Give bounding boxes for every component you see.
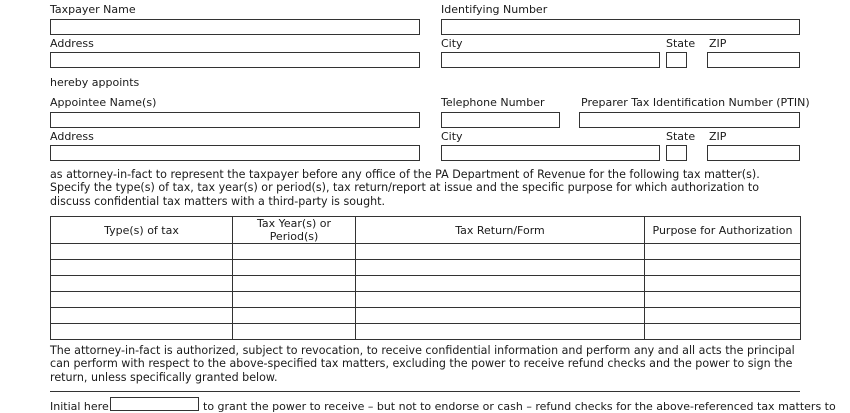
taxpayer-city-field[interactable] <box>441 52 660 68</box>
table-cell[interactable] <box>645 244 801 260</box>
appointee-state-label: State <box>666 130 696 143</box>
section-divider <box>50 391 800 392</box>
table-row <box>51 324 801 340</box>
identifying-number-label: Identifying Number <box>441 3 548 16</box>
table-cell[interactable] <box>356 292 645 308</box>
table-cell[interactable] <box>645 308 801 324</box>
table-cell[interactable] <box>51 244 233 260</box>
taxpayer-zip-label: ZIP <box>709 37 727 50</box>
table-cell[interactable] <box>356 276 645 292</box>
hereby-appoints-text: hereby appoints <box>50 76 140 89</box>
table-cell[interactable] <box>645 292 801 308</box>
table-cell[interactable] <box>233 260 356 276</box>
appointee-address-field[interactable] <box>50 145 420 161</box>
powers-paragraph: The attorney-in-fact is authorized, subject to revocation, to receive confidential information and perform any and all acts the principal can perform with respect to the above-specified tax matters, excluding the power to receive refund checks and the power to sign the return, unless specifically granted below. <box>50 344 795 384</box>
tax-matters-table <box>50 216 801 340</box>
telephone-number-label: Telephone Number <box>441 96 545 109</box>
identifying-number-field[interactable] <box>441 19 800 35</box>
table-cell[interactable] <box>51 324 233 340</box>
header-types-of-tax: Type(s) of tax <box>51 217 233 244</box>
appointee-city-field[interactable] <box>441 145 660 161</box>
appointee-names-label: Appointee Name(s) <box>50 96 157 109</box>
taxpayer-address-field[interactable] <box>50 52 420 68</box>
appointee-names-field[interactable] <box>50 112 420 128</box>
taxpayer-city-label: City <box>441 37 463 50</box>
taxpayer-state-label: State <box>666 37 696 50</box>
initial-here-label: Initial here <box>50 400 109 413</box>
table-cell[interactable] <box>233 292 356 308</box>
table-cell[interactable] <box>233 324 356 340</box>
appointee-address-label: Address <box>50 130 94 143</box>
telephone-number-field[interactable] <box>441 112 560 128</box>
appointee-zip-label: ZIP <box>709 130 727 143</box>
table-row <box>51 292 801 308</box>
table-row <box>51 244 801 260</box>
appointee-city-label: City <box>441 130 463 143</box>
table-cell[interactable] <box>51 260 233 276</box>
taxpayer-name-label: Taxpayer Name <box>50 3 136 16</box>
table-row <box>51 260 801 276</box>
taxpayer-state-field[interactable] <box>666 52 687 68</box>
table-cell[interactable] <box>233 276 356 292</box>
header-purpose: Purpose for Authorization <box>645 217 801 244</box>
table-cell[interactable] <box>233 244 356 260</box>
table-cell[interactable] <box>233 308 356 324</box>
ptin-label: Preparer Tax Identification Number (PTIN) <box>581 96 810 109</box>
table-cell[interactable] <box>51 292 233 308</box>
table-cell[interactable] <box>645 324 801 340</box>
appointee-state-field[interactable] <box>666 145 687 161</box>
taxpayer-name-field[interactable] <box>50 19 420 35</box>
ptin-field[interactable] <box>579 112 800 128</box>
table-cell[interactable] <box>645 276 801 292</box>
table-cell[interactable] <box>356 244 645 260</box>
taxpayer-address-label: Address <box>50 37 94 50</box>
header-tax-years: Tax Year(s) or Period(s) <box>233 217 356 244</box>
table-cell[interactable] <box>51 308 233 324</box>
table-cell[interactable] <box>645 260 801 276</box>
table-cell[interactable] <box>356 260 645 276</box>
table-row <box>51 308 801 324</box>
table-cell[interactable] <box>356 324 645 340</box>
table-cell[interactable] <box>356 308 645 324</box>
table-header-row <box>51 217 801 244</box>
header-tax-return-form: Tax Return/Form <box>356 217 645 244</box>
initial-grant-text: to grant the power to receive – but not to endorse or cash – refund checks for the above-referenced tax matters to <box>203 400 836 413</box>
appointee-zip-field[interactable] <box>707 145 800 161</box>
taxpayer-zip-field[interactable] <box>707 52 800 68</box>
table-row <box>51 276 801 292</box>
authorization-paragraph: as attorney-in-fact to represent the taxpayer before any office of the PA Department of Revenue for the following tax matter(s). Specify the type(s) of tax, tax year(s) or period(s), tax return/report at issue and the specific purpose for which authorization to discuss confidential tax matters with a third-party is sought. <box>50 168 760 208</box>
table-cell[interactable] <box>51 276 233 292</box>
